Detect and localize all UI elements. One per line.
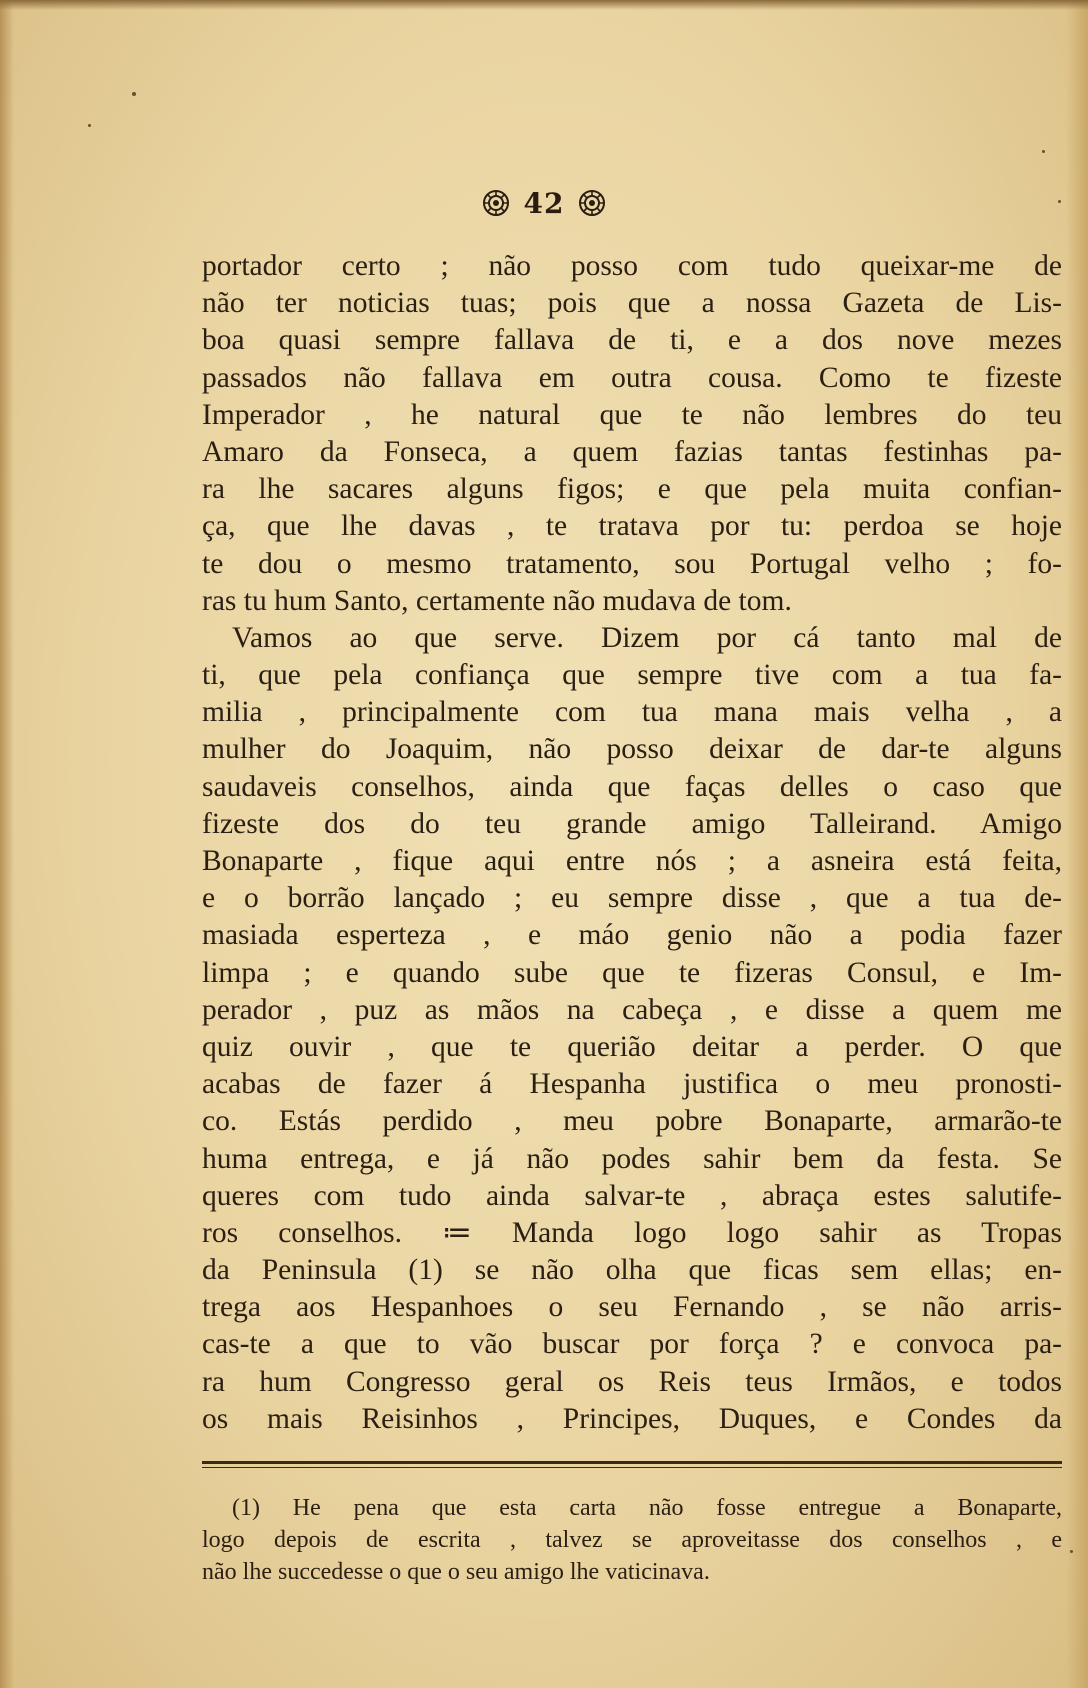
text-line: trega aos Hespanhoes o seu Fernando , se não arris-: [202, 1291, 1062, 1324]
text-line: queres com tudo ainda salvar-te , abraça estes salutife-: [202, 1179, 1062, 1212]
text-line: passados não fallava em outra cousa. Como te fizeste: [202, 361, 1062, 394]
rosette-ornament-right-icon: [578, 189, 606, 217]
page-right-edge-shadow: [1066, 0, 1088, 1688]
text-line: te dou o mesmo tratamento, sou Portugal velho ; fo-: [202, 547, 1062, 580]
paper-speck: [1070, 1550, 1073, 1553]
text-line: Bonaparte , fique aqui entre nós ; a asneira está feita,: [202, 845, 1062, 877]
page-number: 42: [523, 186, 565, 220]
text-line: ra lhe sacares alguns figos; e que pela muita confian-: [202, 473, 1062, 506]
text-line: cas-te a que to vão buscar por força ? e convoca pa-: [202, 1328, 1062, 1361]
text-line: acabas de fazer á Hespanha justifica o meu pronosti-: [202, 1068, 1062, 1101]
paper-speck: [88, 124, 91, 127]
footnote-line: não lhe succedesse o que o seu amigo lhe vaticinava.: [202, 1559, 710, 1585]
page-left-edge-shadow: [0, 0, 14, 1688]
text-line: masiada esperteza , e máo genio não a podia fazer: [202, 919, 1062, 952]
text-line: quiz ouvir , que te querião deitar a perder. O que: [202, 1030, 1062, 1063]
footnote-line: (1) He pena que esta carta não fosse entregue a Bonaparte,: [232, 1495, 1062, 1521]
rosette-ornament-left-icon: [482, 189, 510, 217]
text-line: ros conselhos. ≔ Manda logo logo sahir as Tropas: [202, 1216, 1062, 1249]
footnote-line: logo depois de escrita , talvez se aproveitasse dos conselhos , e: [202, 1527, 1062, 1553]
text-line: co. Estás perdido , meu pobre Bonaparte, armarão-te: [202, 1105, 1062, 1138]
page-top-edge-shadow: [0, 0, 1088, 10]
text-line: ti, que pela confiança que sempre tive com a tua fa-: [202, 659, 1062, 692]
text-line: saudaveis conselhos, ainda que faças delles o caso que: [202, 770, 1062, 803]
paper-speck: [1042, 150, 1045, 153]
text-line: portador certo ; não posso com tudo queixar-me de: [202, 250, 1062, 282]
text-line: ça, que lhe davas , te tratava por tu: perdoa se hoje: [202, 510, 1062, 543]
text-line: não ter noticias tuas; pois que a nossa Gazeta de Lis-: [202, 287, 1062, 320]
footnote: [202, 1492, 1062, 1588]
text-line: os mais Reisinhos , Principes, Duques, e Condes da: [202, 1402, 1062, 1435]
text-line: ras tu hum Santo, certamente não mudava de tom.: [202, 584, 792, 617]
footnote-rule-thin: [202, 1467, 1062, 1468]
text-line: ra hum Congresso geral os Reis teus Irmãos, e todos: [202, 1365, 1062, 1398]
text-line: huma entrega, e já não podes sahir bem da festa. Se: [202, 1142, 1062, 1175]
text-line: Amaro da Fonseca, a quem fazias tantas festinhas pa-: [202, 435, 1062, 468]
text-line: limpa ; e quando sube que te fizeras Consul, e Im-: [202, 956, 1062, 989]
footnote-rule: [202, 1461, 1062, 1464]
paper-speck: [1058, 200, 1061, 203]
body-text: [202, 248, 1062, 1438]
text-line: boa quasi sempre fallava de ti, e a dos nove mezes: [202, 324, 1062, 357]
text-line: milia , principalmente com tua mana mais velha , a: [202, 696, 1062, 729]
text-line: da Peninsula (1) se não olha que ficas sem ellas; en-: [202, 1254, 1062, 1287]
text-line: e o borrão lançado ; eu sempre disse , que a tua de-: [202, 882, 1062, 915]
text-line: Imperador , he natural que te não lembres do teu: [202, 398, 1062, 431]
text-line: Vamos ao que serve. Dizem por cá tanto mal de: [232, 621, 1062, 654]
text-line: fizeste dos do teu grande amigo Talleirand. Amigo: [202, 807, 1062, 840]
paper-speck: [132, 92, 136, 96]
page-header: [0, 183, 1088, 223]
text-line: mulher do Joaquim, não posso deixar de dar-te alguns: [202, 733, 1062, 766]
text-line: perador , puz as mãos na cabeça , e disse a quem me: [202, 993, 1062, 1026]
